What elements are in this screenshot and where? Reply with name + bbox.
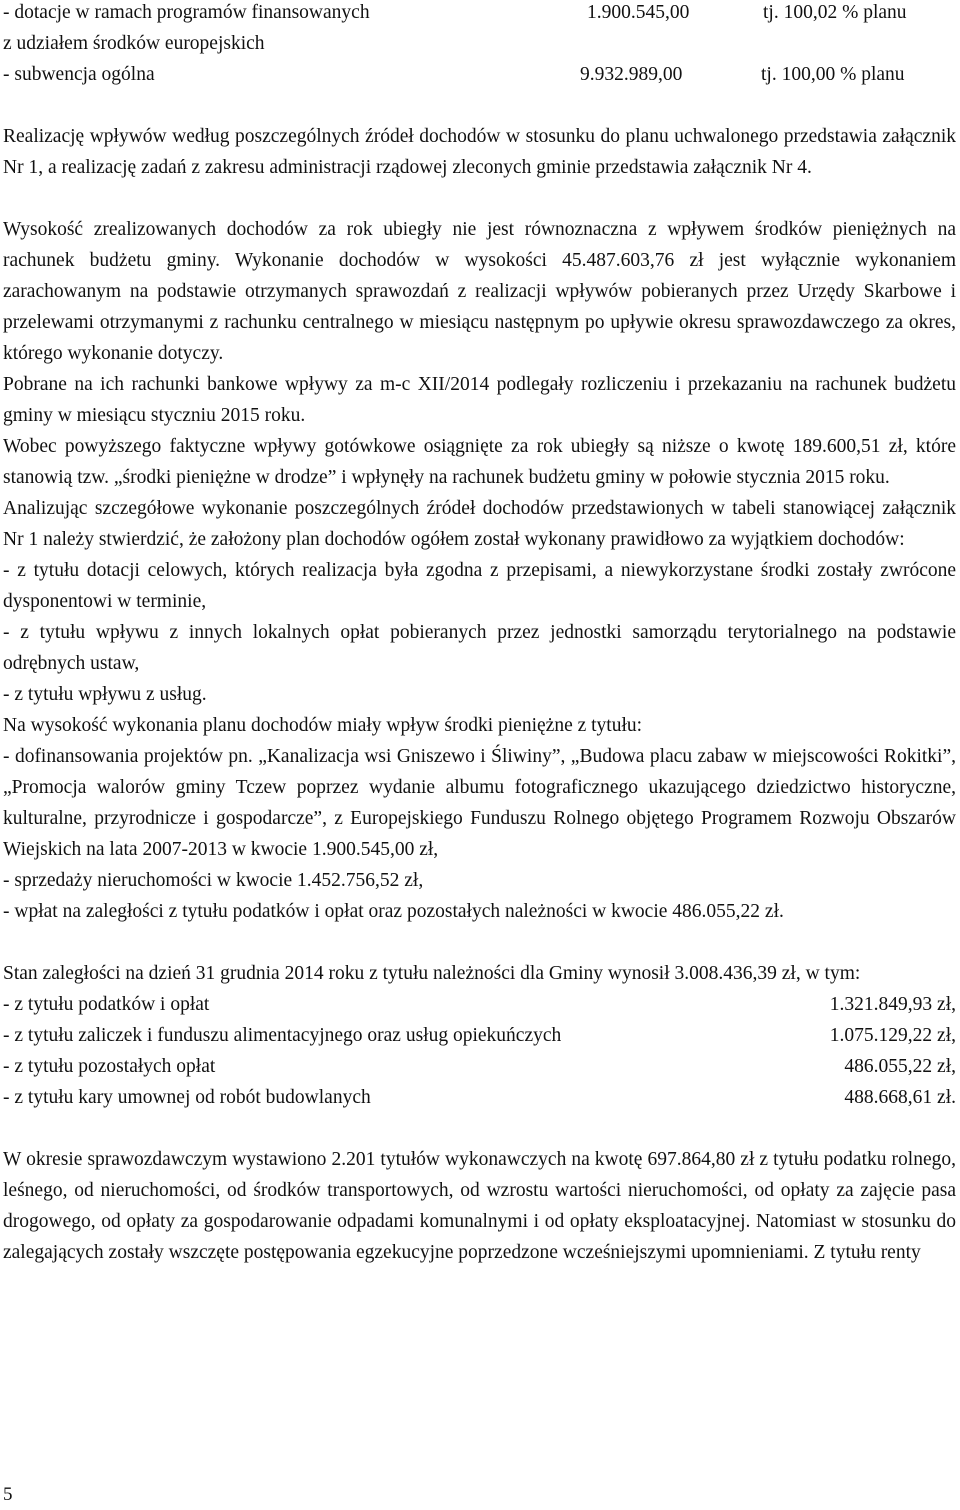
receivable-amount: 1.321.849,93 zł,: [829, 994, 956, 1015]
receivable-label: - z tytułu podatków i opłat: [3, 994, 210, 1015]
paragraph-enforcement-titles: W okresie sprawozdawczym wystawiono 2.201 tytułów wykonawczych na kwotę 697.864,80 zł z tytułu podatku rolnego, leśnego, od nieruchomości, od środków transportowych, od wzrostu wartości nieruchomości, od opłaty za zajęcie pasa drogowego, od opłaty za gospodarowanie odpadami komunalnymi i od opłaty eksploatacyjnej. Natomiast w stosunku do zalegających zostały wszczęte postępowania egzekucyjne poprzedzone wcześniejszymi upomnieniami. Z tytułu renty: [3, 1149, 956, 1263]
income-item-continuation: z udziałem środków europejskich: [3, 33, 265, 54]
paragraph-arrears-total: Stan zaległości na dzień 31 grudnia 2014 roku z tytułu należności dla Gminy wynosił 3.008.436,39 zł, w tym:: [3, 963, 861, 984]
income-item-percent: tj. 100,00 % planu: [761, 64, 905, 85]
income-item-label: - dotacje w ramach programów finansowanych: [3, 2, 370, 23]
paragraph-realized-income: Wysokość zrealizowanych dochodów za rok ubiegły nie jest równoznaczna z wpływem środków pieniężnych na rachunek budżetu gminy. Wykonanie dochodów w wysokości 45.487.603,76 zł jest wyłącznie wykonaniem zarachowanym na podstawie otrzymanych sprawozdań z realizacji wpływów pobieranych przez Urzędy Skarbowe i przelewami otrzymanymi z rachunku centralnego w miesiącu następnym po upływie okresu sprawozdawczego za okres, którego wykonanie dotyczy.: [3, 219, 956, 364]
income-item-percent: tj. 100,02 % planu: [763, 2, 907, 23]
paragraph-funds-intro: Na wysokość wykonania planu dochodów miały wpływ środki pieniężne z tytułu:: [3, 715, 643, 736]
income-item-row: [3, 59, 956, 90]
income-item-label: - subwencja ogólna: [3, 64, 155, 85]
receivable-label: - z tytułu kary umownej od robót budowlanych: [3, 1087, 371, 1108]
receivable-row: [3, 1051, 956, 1082]
page-number: 5: [3, 1484, 13, 1505]
paragraph-exception-local-fees: - z tytułu wpływu z innych lokalnych opłat pobieranych przez jednostki samorządu terytorialnego na podstawie odrębnych ustaw,: [3, 622, 956, 674]
receivable-label: - z tytułu zaliczek i funduszu alimentacyjnego oraz usług opiekuńczych: [3, 1025, 562, 1046]
paragraph-property-sale: - sprzedaży nieruchomości w kwocie 1.452.756,52 zł,: [3, 870, 424, 891]
paragraph-bank-transfers: Pobrane na ich rachunki bankowe wpływy za m-c XII/2014 podlegały rozliczeniu i przekazaniu na rachunek budżetu gminy w miesiącu styczniu 2015 roku.: [3, 374, 956, 426]
paragraph-cash-in-transit: Wobec powyższego faktyczne wpływy gotówkowe osiągnięte za rok ubiegły są niższe o kwotę 189.600,51 zł, które stanowią tzw. „środki pieniężne w drodze” i wpłynęły na rachunek budżetu gminy w połowie stycznia 2015 roku.: [3, 436, 956, 488]
paragraph-projects-funding: - dofinansowania projektów pn. „Kanalizacja wsi Gniszewo i Śliwiny”, „Budowa placu zabaw w miejscowości Rokitki”, „Promocja walorów gminy Tczew poprzez wydanie albumu fotograficznego ukazującego dziedzictwo historyczne, kulturalne, przyrodnicze i gospodarcze”, z Europejskiego Funduszu Rolnego objętego Programem Rozwoju Obszarów Wiejskich na lata 2007-2013 w kwocie 1.900.545,00 zł,: [3, 746, 956, 860]
paragraph-analysis: Analizując szczegółowe wykonanie poszczególnych źródeł dochodów przedstawionych w tabeli stanowiącej załącznik Nr 1 należy stwierdzić, że założony plan dochodów ogółem został wykonany prawidłowo za wyjątkiem dochodów:: [3, 498, 956, 550]
document-body: [3, 0, 956, 1268]
paragraph-income-sources: Realizację wpływów według poszczególnych źródeł dochodów w stosunku do planu uchwalonego przedstawia załącznik Nr 1, a realizację zadań z zakresu administracji rządowej zleconych gminie przedstawia załącznik Nr 4.: [3, 126, 956, 178]
receivable-row: [3, 1082, 956, 1113]
receivable-amount: 486.055,22 zł,: [844, 1056, 956, 1077]
paragraph-exception-services: - z tytułu wpływu z usług.: [3, 684, 207, 705]
receivable-row: [3, 1020, 956, 1051]
receivable-amount: 488.668,61 zł.: [844, 1087, 956, 1108]
income-item-row: [3, 0, 956, 28]
income-item-amount: 1.900.545,00: [587, 2, 690, 23]
receivable-row: [3, 989, 956, 1020]
receivable-label: - z tytułu pozostałych opłat: [3, 1056, 216, 1077]
income-item-amount: 9.932.989,00: [580, 64, 683, 85]
paragraph-exception-grants: - z tytułu dotacji celowych, których realizacja była zgodna z przepisami, a niewykorzystane środki zostały zwrócone dysponentowi w terminie,: [3, 560, 956, 612]
paragraph-arrears-payments: - wpłat na zaległości z tytułu podatków i opłat oraz pozostałych należności w kwocie 486.055,22 zł.: [3, 901, 784, 922]
receivable-amount: 1.075.129,22 zł,: [829, 1025, 956, 1046]
